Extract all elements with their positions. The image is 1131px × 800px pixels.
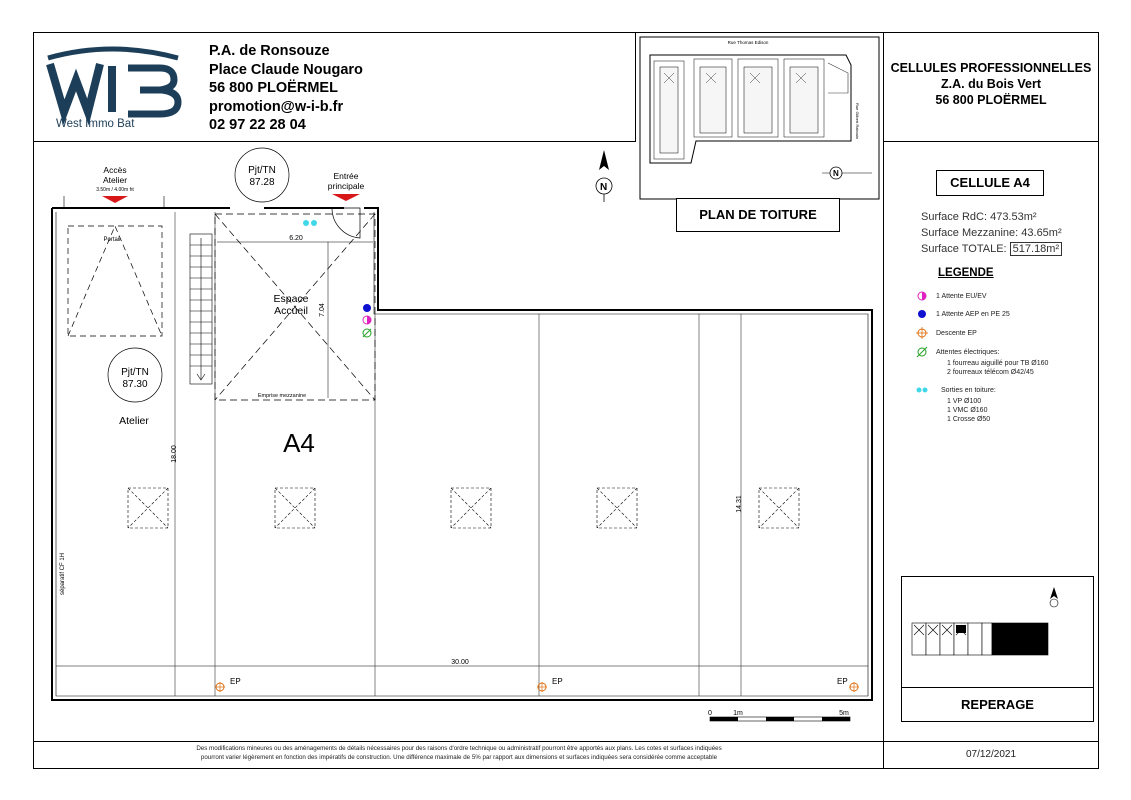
legend-item-sublabel: 1 VP Ø100 bbox=[947, 398, 982, 405]
footer-date: 07/12/2021 bbox=[965, 749, 1017, 760]
roof-plan-label: PLAN DE TOITURE bbox=[676, 198, 840, 232]
scale-label: 5m bbox=[839, 710, 849, 717]
footer-disclaimer-line: Des modifications mineures ou des aménagements de détails nécessaires pour des raisons d'ordre technique ou administratif pourront être apportés aux plans. Les cotes et surfaces indiquées bbox=[196, 745, 722, 752]
orange-crosshair-icon bbox=[916, 327, 928, 339]
green-diameter-symbol-icon bbox=[917, 347, 927, 357]
main-entrance-marker bbox=[328, 171, 365, 238]
scale-label: 0 bbox=[708, 710, 712, 717]
right-column-divider bbox=[883, 32, 884, 769]
scale-bar bbox=[708, 710, 850, 721]
reperage-label: REPERAGE bbox=[901, 687, 1094, 722]
dim-1800: 18.00 bbox=[171, 445, 178, 463]
svg-text:N: N bbox=[833, 169, 839, 178]
surface-mezzanine: Surface Mezzanine: 43.65m² bbox=[921, 227, 1062, 239]
access-atelier-marker bbox=[64, 165, 164, 208]
legend-item-sublabel: 2 fourreaux télécom Ø42/45 bbox=[947, 369, 1034, 376]
surface-totale-label: Surface TOTALE: bbox=[921, 243, 1007, 255]
ep-label: EP bbox=[230, 677, 241, 686]
filled-blue-circle-icon bbox=[918, 310, 926, 318]
legend-item-label: 1 Attente EU/EV bbox=[936, 293, 987, 300]
legend-item-sublabel: 1 fourreau aiguillé pour TB Ø160 bbox=[947, 360, 1049, 367]
entrance-label: principale bbox=[327, 181, 365, 191]
legend-item-label: Descente EP bbox=[936, 330, 977, 337]
project-title-line: Z.A. du Bois Vert bbox=[940, 77, 1041, 91]
half-filled-magenta-circle-icon bbox=[918, 292, 926, 300]
legend-item-label: Sorties en toiture: bbox=[941, 387, 996, 394]
dim-704: 7.04 bbox=[319, 303, 326, 317]
project-title bbox=[884, 60, 1098, 108]
dim-3000: 30.00 bbox=[451, 659, 469, 666]
legend-item-label: 1 Attente AEP en PE 25 bbox=[936, 311, 1010, 318]
address-line: Place Claude Nougaro bbox=[209, 61, 363, 78]
svg-text:N: N bbox=[600, 182, 608, 193]
entrance-label: Entrée bbox=[333, 171, 359, 181]
project-title-line: CELLULES PROFESSIONNELLES bbox=[890, 61, 1092, 75]
surface-totale-value: 517.18m² bbox=[1010, 242, 1062, 256]
level-value: 87.30 bbox=[122, 379, 148, 390]
staircase bbox=[190, 234, 212, 384]
surface-totale bbox=[921, 243, 1062, 255]
accueil-label: Espace bbox=[273, 293, 309, 305]
project-title-line: 56 800 PLOËRMEL bbox=[935, 93, 1047, 107]
structural-grid bbox=[175, 212, 741, 696]
half-filled-magenta-circle-icon bbox=[363, 316, 371, 324]
logo-text: West Immo Bat bbox=[56, 118, 135, 130]
address-line: P.A. de Ronsouze bbox=[209, 43, 330, 59]
ep-label: EP bbox=[837, 677, 848, 686]
cyan-dots-icon bbox=[917, 388, 928, 393]
legend-icons bbox=[915, 288, 935, 428]
legend-item-label: Attentes électriques: bbox=[936, 349, 1000, 356]
north-arrow-icon bbox=[1050, 587, 1058, 607]
separatif-label: séparatif CF 1H bbox=[60, 552, 66, 596]
scale-label: 1m bbox=[733, 710, 743, 717]
portail-label: Portail bbox=[103, 237, 121, 243]
roof-outlets-symbol bbox=[303, 220, 317, 226]
level-marker-left bbox=[108, 348, 162, 402]
dim-620: 6.20 bbox=[289, 235, 303, 242]
level-marker-top bbox=[235, 148, 289, 202]
north-arrow-icon bbox=[596, 150, 612, 202]
company-logo bbox=[42, 40, 184, 134]
right-header-divider bbox=[883, 141, 1099, 142]
orange-crosshair-icon bbox=[215, 682, 225, 692]
cell-name-box: CELLULE A4 bbox=[936, 170, 1044, 196]
footer-disclaimer bbox=[34, 744, 884, 762]
footer-disclaimer-line: pourront varier légèrement en fonction des impératifs de construction. Une différence maximale de 5% par rapport aux dimensions et surfaces indiquées sera considérée comme acceptable bbox=[200, 754, 718, 761]
legend-item-sublabel: 1 Crosse Ø50 bbox=[947, 416, 991, 423]
ep-label: EP bbox=[552, 677, 563, 686]
accueil-label: Accueil bbox=[274, 305, 308, 317]
level-label: Pjt/TN bbox=[121, 367, 149, 378]
access-label: Atelier bbox=[102, 175, 128, 185]
cell-label: A4 bbox=[283, 428, 315, 458]
atelier-label: Atelier bbox=[119, 415, 149, 427]
street-right-label: Rue Gilbert Rabouin bbox=[855, 103, 860, 140]
dim-1431: 14.31 bbox=[736, 495, 743, 513]
surface-rdc: Surface RdC: 473.53m² bbox=[921, 211, 1037, 223]
orange-crosshair-icon bbox=[849, 682, 859, 692]
skylights bbox=[128, 488, 799, 528]
level-value: 87.28 bbox=[249, 177, 275, 188]
address-line: 56 800 PLOËRMEL bbox=[209, 80, 338, 96]
legend-item-sublabel: 1 VMC Ø160 bbox=[947, 407, 988, 414]
access-label: Accès bbox=[103, 165, 127, 175]
filled-blue-circle-icon bbox=[363, 304, 371, 312]
phone-line: 02 97 22 28 04 bbox=[209, 117, 306, 133]
floor-plan bbox=[34, 142, 883, 741]
contact-block bbox=[209, 42, 363, 135]
email-line: promotion@w-i-b.fr bbox=[209, 98, 344, 115]
street-top-label: Rue Thomas Edison bbox=[727, 40, 769, 45]
access-dims: 3.50m / 4.00m ht bbox=[96, 187, 134, 193]
green-diameter-symbol-icon bbox=[363, 329, 371, 337]
orange-crosshair-icon bbox=[537, 682, 547, 692]
mezzanine-label: Emprise mezzanine bbox=[257, 393, 307, 399]
legend-title: LEGENDE bbox=[938, 267, 994, 279]
level-label: Pjt/TN bbox=[248, 165, 276, 176]
